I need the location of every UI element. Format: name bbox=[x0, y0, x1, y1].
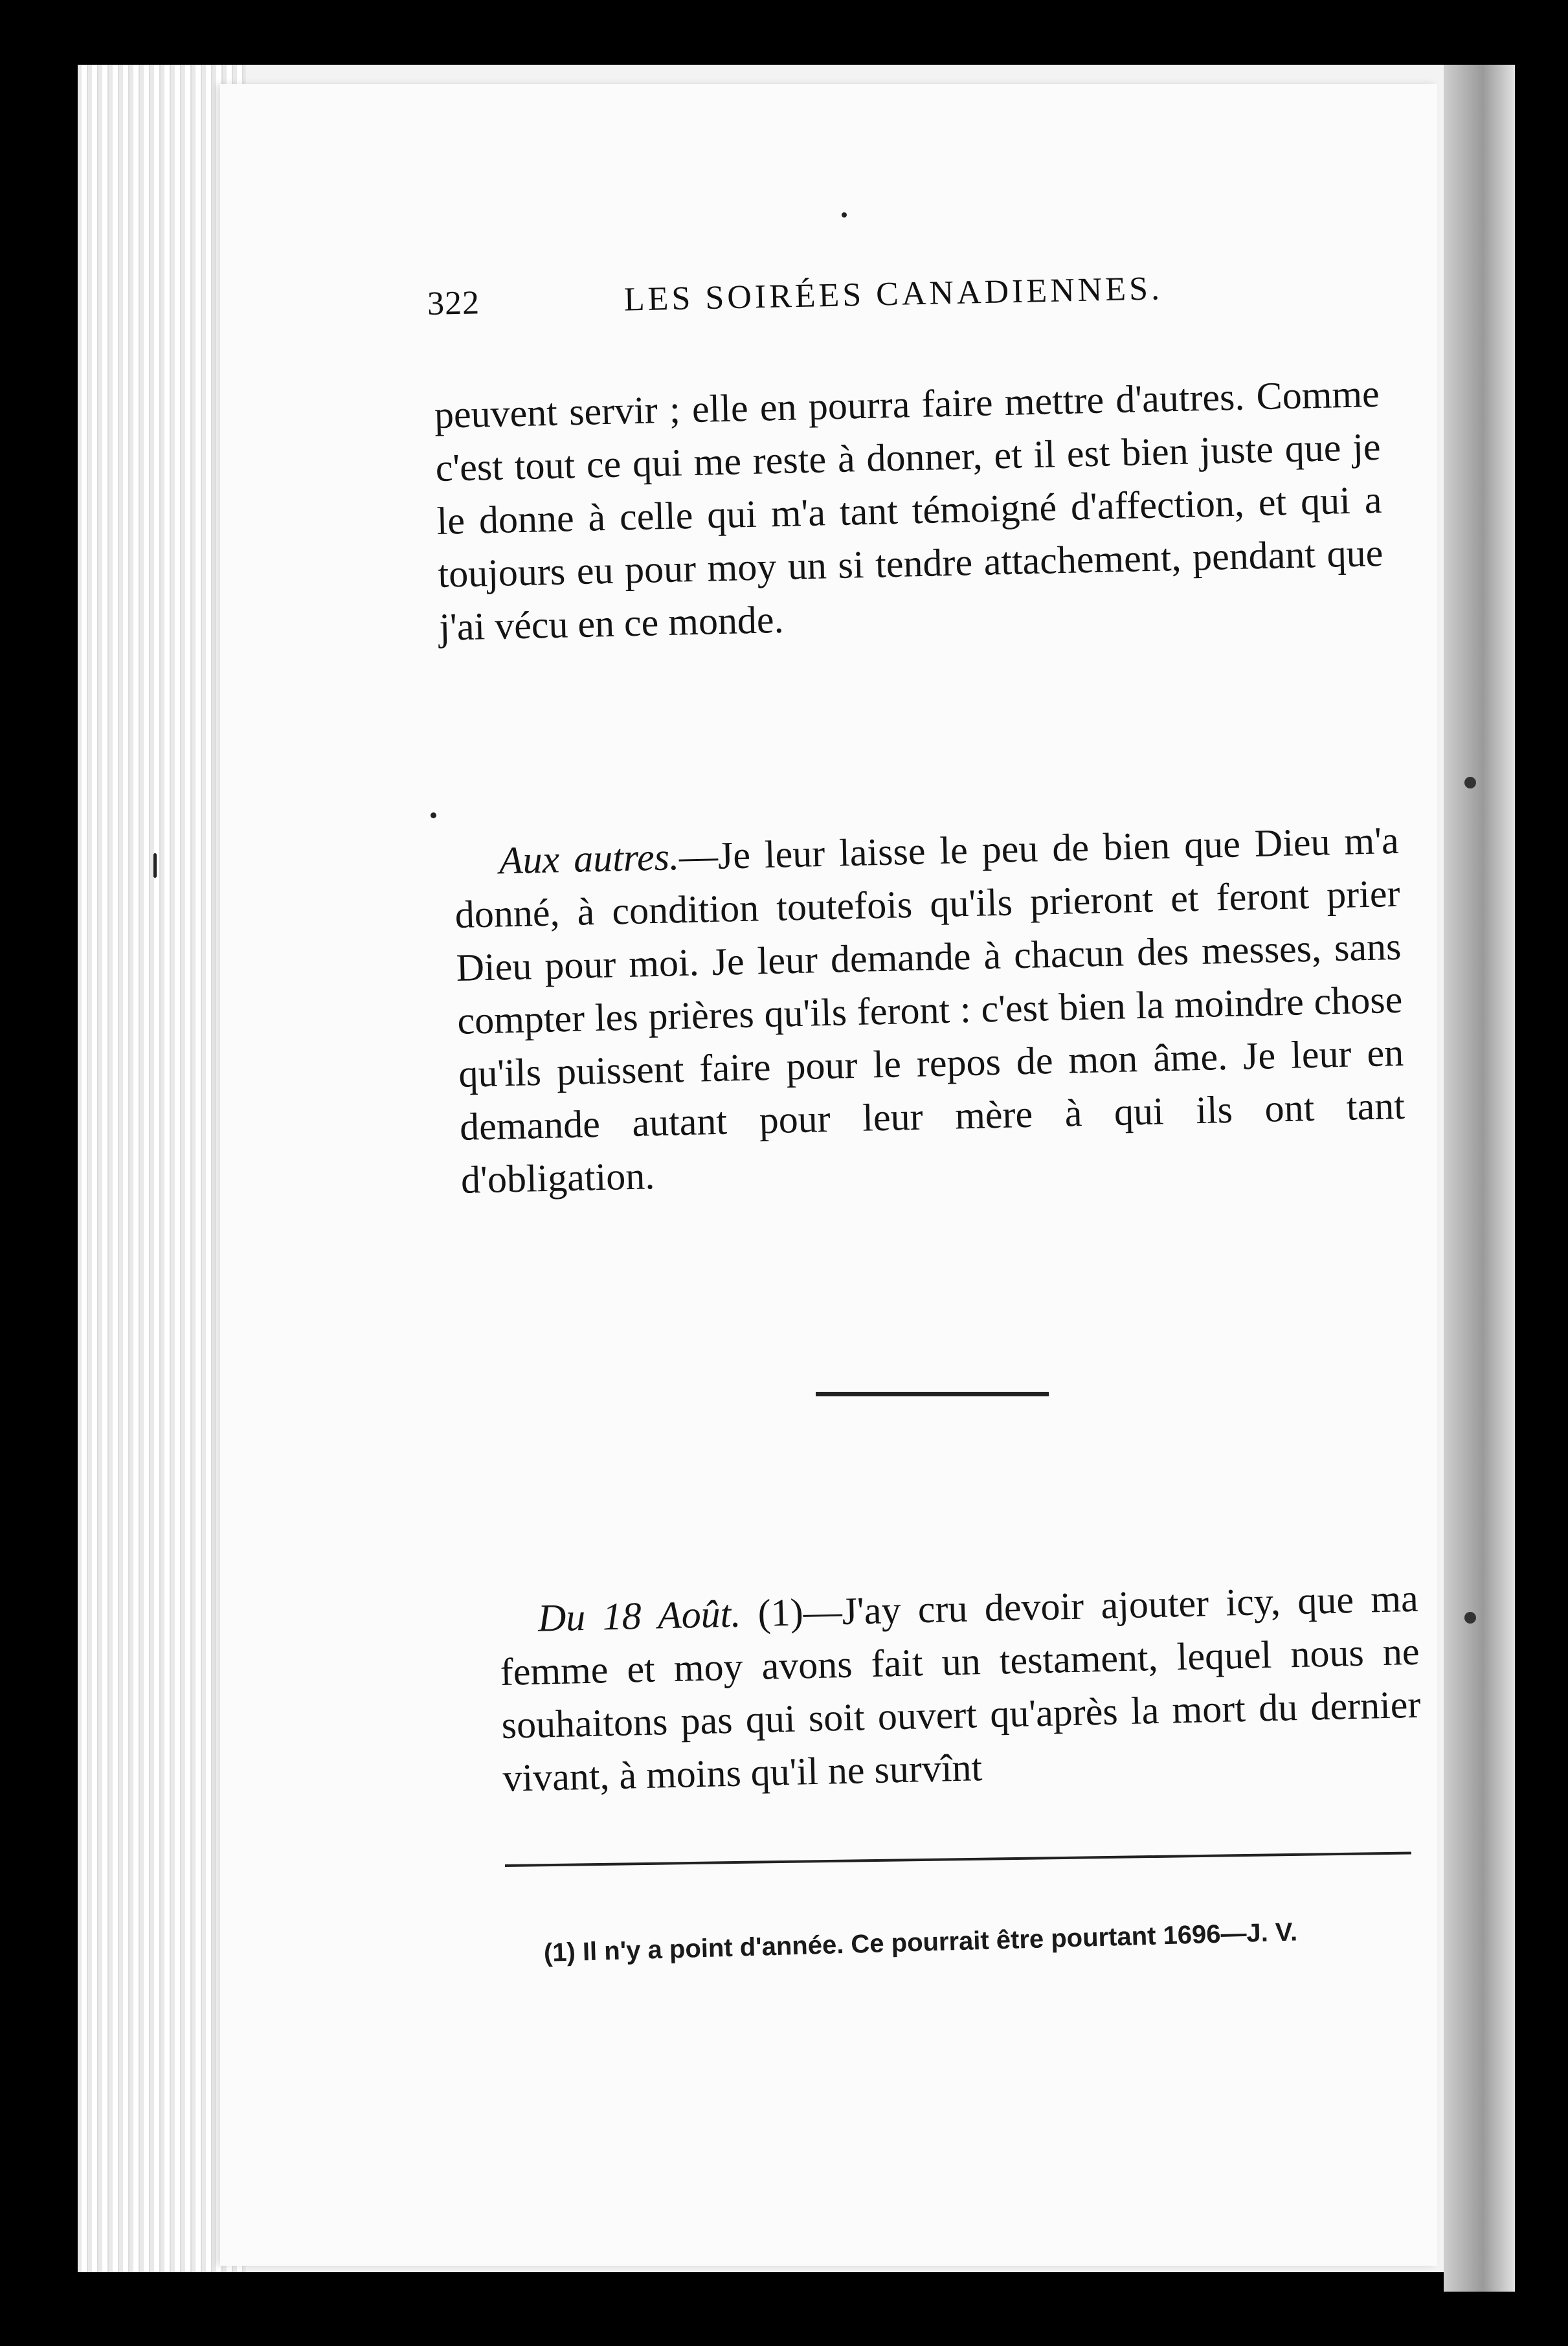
print-speck bbox=[431, 812, 436, 818]
facing-page-edge bbox=[1444, 65, 1515, 2292]
paragraph-2 bbox=[453, 814, 1407, 1207]
print-speck bbox=[153, 853, 157, 878]
paragraph-2-body: —Je leur laisse le peu de bien que Dieu m'a donné, à condition toutefois qu'ils prieront et feront prier Dieu pour moi. Je leur demande à chacun des messes, sans compter les prières qu'ils feront : c'est bien la moindre chose qu'ils puissent faire pour le repos de mon âme. Je leur en demande autant pour leur mère à qui ils ont tant d'obligation. bbox=[454, 818, 1406, 1201]
print-speck bbox=[842, 212, 847, 218]
paragraph-3-body: (1)—J'ay cru devoir ajouter icy, que ma femme et moy avons fait un testament, lequel nous ne souhaitons pas qui soit ouvert qu'après la mort du dernier vivant, à moins qu'il ne survînt bbox=[500, 1576, 1422, 1800]
paragraph-1: peuvent servir ; elle en pourra faire mettre d'autres. Comme c'est tout ce qui me reste à donner, et il est bien juste que je le donne à celle qui m'a tant témoigné d'affection, et qui a toujours eu pour moy un si tendre attachement, pendant que j'ai vécu en ce monde. bbox=[434, 372, 1383, 649]
paragraph-3 bbox=[498, 1572, 1422, 1805]
running-title: LES SOIRÉES CANADIENNES. bbox=[623, 270, 1163, 318]
section-divider bbox=[816, 1392, 1049, 1396]
binding-mark bbox=[1464, 1612, 1476, 1624]
paragraph-3-lead: Du 18 Août. bbox=[537, 1592, 742, 1640]
paragraph-2-lead: Aux autres. bbox=[498, 835, 680, 882]
footnote: (1) Il n'y a point d'année. Ce pourrait être pourtant 1696—J. V. bbox=[543, 1917, 1298, 1967]
binding-mark bbox=[1464, 777, 1476, 788]
page-number: 322 bbox=[427, 284, 480, 322]
